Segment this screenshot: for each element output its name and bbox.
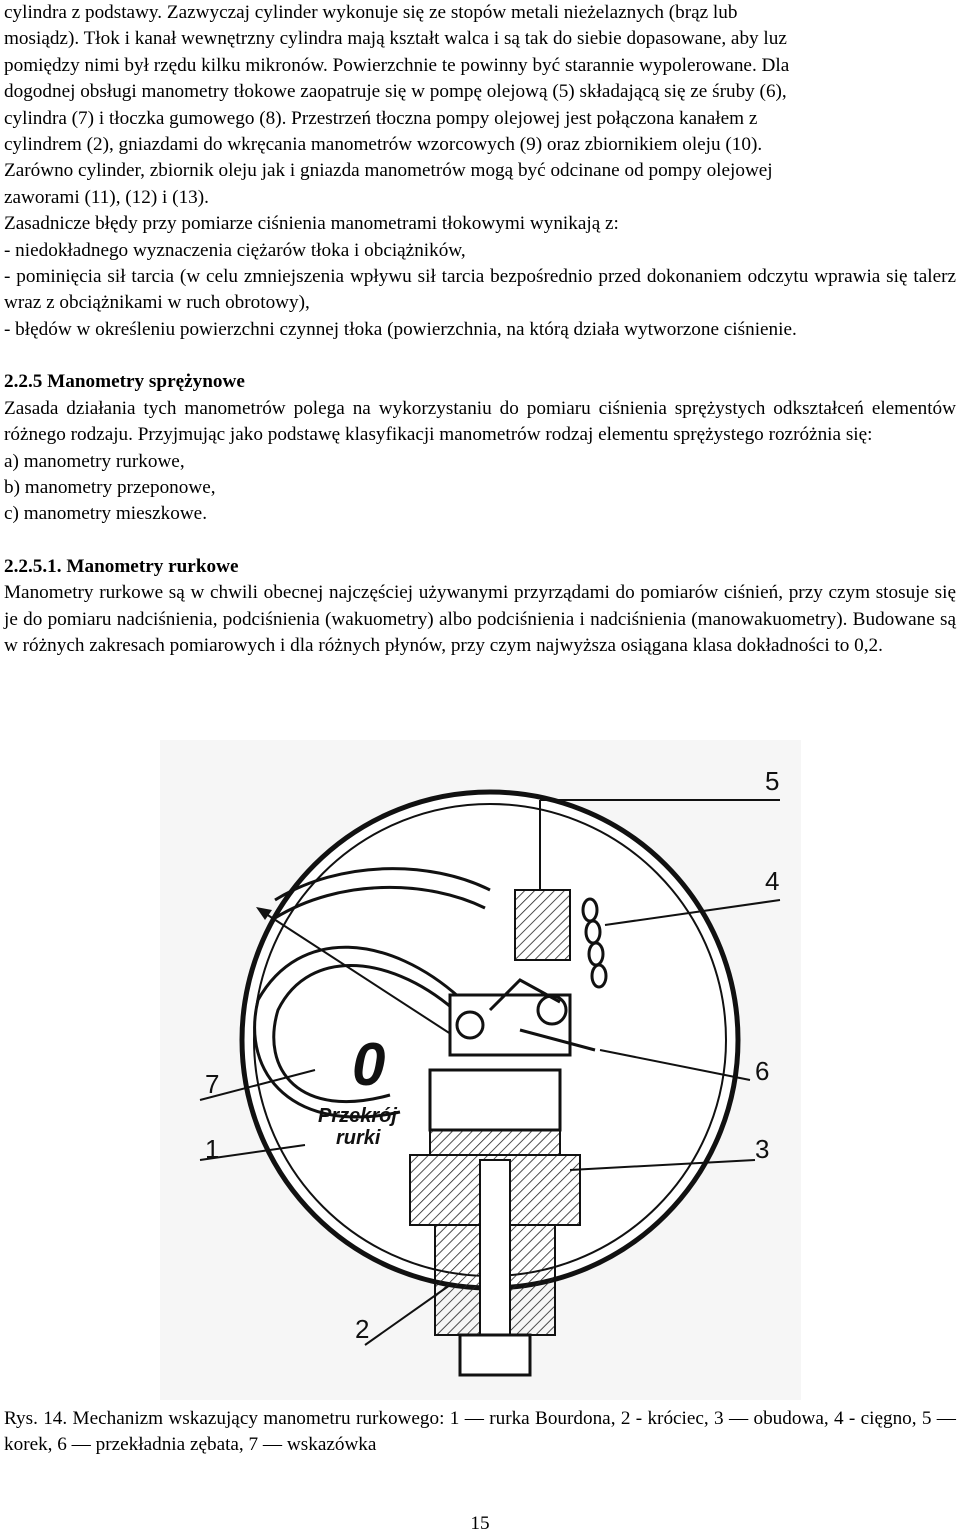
list-item: c) manometry mieszkowe. xyxy=(4,503,207,525)
figure-caption: Rys. 14. Mechanizm wskazujący manometru rurkowego: 1 — rurka Bourdona, 2 - króciec, 3 — obudowa, 4 - cięgno, 5 — korek, 6 — przekładnia zębata, 7 — wskazówka xyxy=(4,1408,956,1456)
error-item: - błędów w określeniu powierzchni czynnej tłoka (powierzchnia, na którą działa wytworzone ciśnienie. xyxy=(4,318,797,340)
bourdon-gauge-figure xyxy=(160,740,801,1400)
figure-label-5: 5 xyxy=(765,766,780,796)
figure-label-1: 1 xyxy=(205,1134,220,1164)
page-text xyxy=(4,0,956,659)
page-number: 15 xyxy=(470,1513,490,1534)
section-paragraph: Manometry rurkowe są w chwili obecnej najczęściej używanymi przyrządami do pomiarów ciśnień, przy czym stosuje się je do pomiaru nadciśnienia, podciśnienia (wakuometry) albo podciśnienia i nadciśnienia (manowakuometry). Budowane są w różnych zakresach pomiarowych i dla różnych płynów, przy czym najwyższa osiągana klasa dokładności to 0,2. xyxy=(4,582,956,656)
spacer xyxy=(4,528,956,554)
intro-paragraph xyxy=(4,0,956,211)
error-item: - niedokładnego wyznaczenia ciężarów tłoka i obciążników, xyxy=(4,239,466,261)
text-line: pomiędzy nimi był rzędu kilku mikronów. Powierzchnie te powinny być starannie wypolerowane. Dla xyxy=(4,54,790,76)
list-item: a) manometry rurkowe, xyxy=(4,450,185,472)
socket-body xyxy=(430,1070,560,1130)
text-line: zaworami (11), (12) i (13). xyxy=(4,186,209,208)
text-line: mosiądz). Tłok i kanał wewnętrzny cylindra mają kształt walca i są tak do siebie dopasowane, aby luz xyxy=(4,28,787,50)
section-heading: 2.2.5.1. Manometry rurkowe xyxy=(4,555,239,577)
plug xyxy=(515,890,570,960)
figure-label-2: 2 xyxy=(355,1314,370,1344)
text-line: dogodnej obsługi manometry tłokowe zaopatruje się w pompę olejową (5) składającą się ze śruby (6), xyxy=(4,81,787,103)
text-line: cylindra z podstawy. Zazwyczaj cylinder wykonuje się ze stopów metali nieżelaznych (brąz lub xyxy=(4,2,738,23)
list-item: b) manometry przeponowe, xyxy=(4,476,216,498)
error-item: - pominięcia sił tarcia (w celu zmniejszenia wpływu sił tarcia bezpośrednio przed dokonaniem odczytu wprawia się talerz wraz z obciążnikami w ruch obrotowy), xyxy=(4,266,956,314)
pointer-tip xyxy=(256,907,272,920)
figure-label-4: 4 xyxy=(765,866,780,896)
section-heading: 2.2.5 Manometry sprężynowe xyxy=(4,371,245,393)
errors-intro: Zasadnicze błędy przy pomiarze ciśnienia manometrami tłokowymi wynikają z: xyxy=(4,213,619,235)
cross-section-label: Przekrój xyxy=(318,1105,397,1127)
cross-section-label: rurki xyxy=(336,1127,381,1149)
section-paragraph: Zasada działania tych manometrów polega na wykorzystaniu do pomiaru ciśnienia sprężystych odkształceń elementów różnego rodzaju. Przyjmując jako podstawę klasyfikacji manometrów rodzaj elementu sprężystego rozróżnia się: xyxy=(4,397,956,446)
text-line: cylindrem (2), gniazdami do wkręcania manometrów wzorcowych (9) oraz zbiornikiem oleju (10). xyxy=(4,134,763,156)
bourdon-gauge-drawing xyxy=(160,740,801,1400)
text-line: Zarówno cylinder, zbiornik oleju jak i gniazda manometrów mogą być odcinane od pompy olejowej xyxy=(4,160,773,182)
spacer xyxy=(4,343,956,369)
figure-label-3: 3 xyxy=(755,1134,770,1164)
figure-label-6: 6 xyxy=(755,1056,770,1086)
cross-section-symbol: 0 xyxy=(352,1031,386,1098)
text-line: cylindra (7) i tłoczka gumowego (8). Przestrzeń tłoczna pompy olejowej jest połączona kanałem z xyxy=(4,107,758,129)
figure-label-7: 7 xyxy=(205,1069,220,1099)
